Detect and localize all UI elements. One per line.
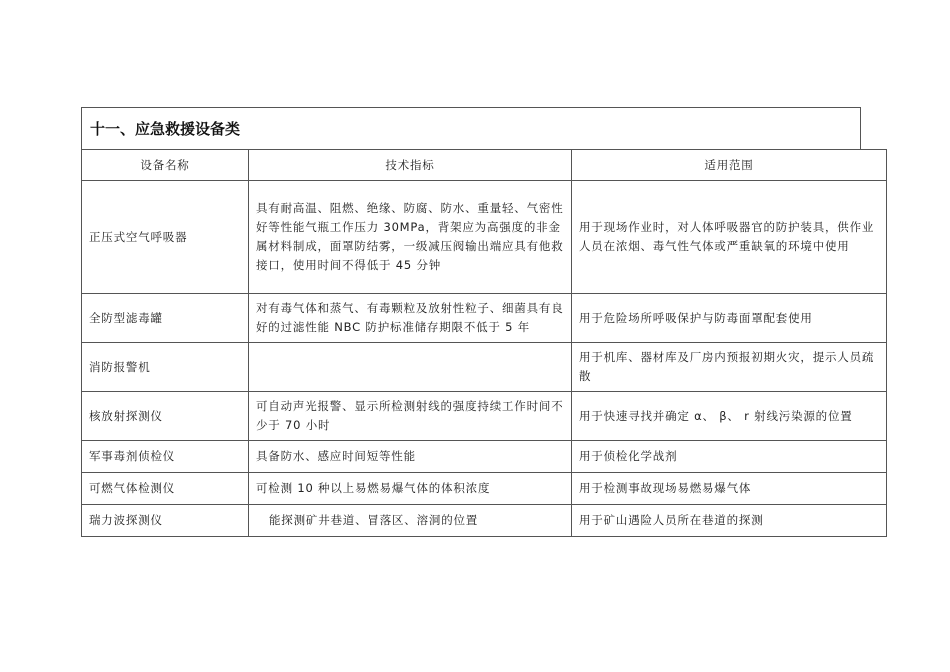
cell-name: 正压式空气呼吸器 <box>82 181 249 294</box>
cell-scope: 用于危险场所呼吸保护与防毒面罩配套使用 <box>572 294 887 343</box>
equipment-table <box>81 149 887 537</box>
table-row <box>82 505 887 537</box>
cell-name: 军事毒剂侦检仪 <box>82 441 249 473</box>
table-row <box>82 343 887 392</box>
cell-name: 核放射探测仪 <box>82 392 249 441</box>
table-row <box>82 441 887 473</box>
table-row <box>82 294 887 343</box>
cell-spec: 具有耐高温、阻燃、绝缘、防腐、防水、重量轻、气密性好等性能气瓶工作压力 30MPa，背架应为高强度的非金属材料制成，面罩防结雾，一级减压阀输出端应具有他救接口，使用时间不得低于 45 分钟 <box>249 181 572 294</box>
cell-scope: 用于机库、器材库及厂房内预报初期火灾，提示人员疏散 <box>572 343 887 392</box>
equipment-section <box>81 107 875 537</box>
cell-spec: 能探测矿井巷道、冒落区、溶洞的位置 <box>249 505 572 537</box>
table-header-row <box>82 150 887 181</box>
header-name: 设备名称 <box>82 150 249 181</box>
header-spec: 技术指标 <box>249 150 572 181</box>
cell-name: 消防报警机 <box>82 343 249 392</box>
cell-spec: 具备防水、感应时间短等性能 <box>249 441 572 473</box>
cell-name: 可燃气体检测仪 <box>82 473 249 505</box>
cell-scope: 用于检测事故现场易燃易爆气体 <box>572 473 887 505</box>
table-row <box>82 473 887 505</box>
cell-scope: 用于现场作业时，对人体呼吸器官的防护装具，供作业人员在浓烟、毒气性气体或严重缺氧的环境中使用 <box>572 181 887 294</box>
cell-name: 瑞力波探测仪 <box>82 505 249 537</box>
header-scope: 适用范围 <box>572 150 887 181</box>
cell-spec: 可自动声光报警、显示所检测射线的强度持续工作时间不少于 70 小时 <box>249 392 572 441</box>
section-title: 十一、应急救援设备类 <box>81 107 861 149</box>
table-row <box>82 392 887 441</box>
cell-scope: 用于矿山遇险人员所在巷道的探测 <box>572 505 887 537</box>
cell-scope: 用于快速寻找并确定 α、 β、 r 射线污染源的位置 <box>572 392 887 441</box>
cell-spec: 可检测 10 种以上易燃易爆气体的体积浓度 <box>249 473 572 505</box>
table-row <box>82 181 887 294</box>
cell-spec <box>249 343 572 392</box>
cell-spec: 对有毒气体和蒸气、有毒颗粒及放射性粒子、细菌具有良好的过滤性能 NBC 防护标准储存期限不低于 5 年 <box>249 294 572 343</box>
cell-scope: 用于侦检化学战剂 <box>572 441 887 473</box>
cell-name: 全防型滤毒罐 <box>82 294 249 343</box>
